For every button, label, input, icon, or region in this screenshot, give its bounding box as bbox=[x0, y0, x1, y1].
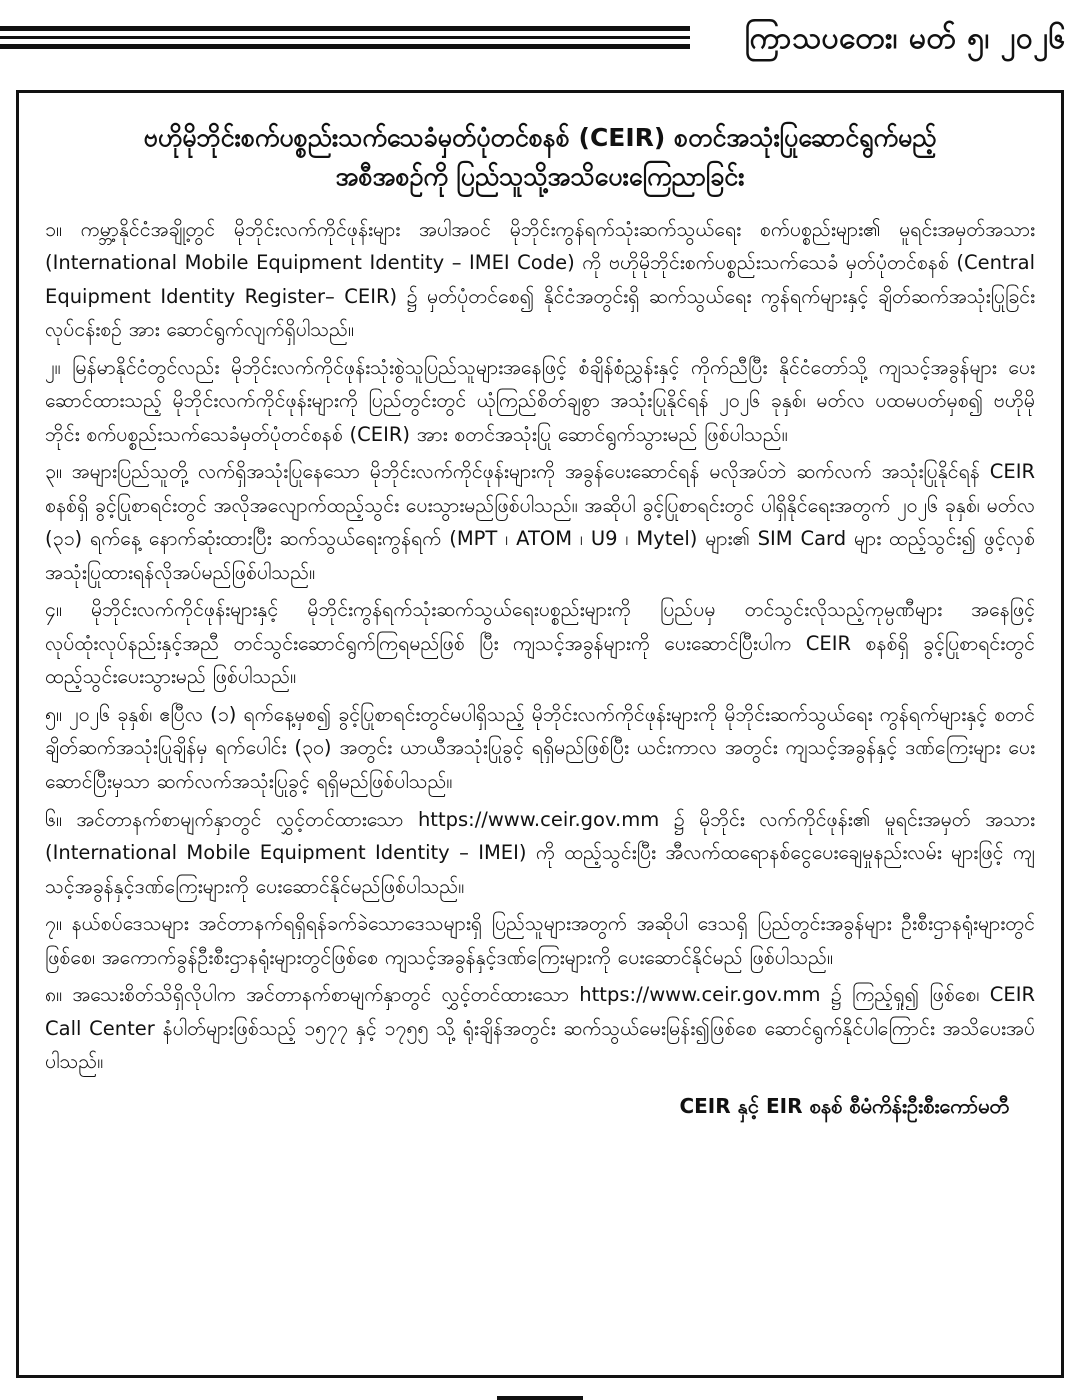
notice-signature: CEIR နှင့် EIR စနစ် စီမံကိန်းဦးစီးကော်မတီ bbox=[679, 1093, 1009, 1118]
header-rule-middle bbox=[0, 36, 690, 39]
notice-paragraph-6: ၆။ အင်တာနက်စာမျက်နှာတွင် လွှင့်တင်ထားသော https://www.ceir.gov.mm ၌ မိုဘိုင်း လက်ကိုင်ဖုန်း၏ မူရင်းအမှတ် အသား (International Mobile Equipment Identity – IMEI) ကို ထည့်သွင်းပြီး အီလက်ထရောနစ်ငွေပေးချေမှုနည်းလမ်း များဖြင့် ကျသင့်အခွန်နှင့်ဒဏ်ကြေးများကို ပေးဆောင်နိုင်မည်ဖြစ်ပါသည်။ bbox=[45, 807, 1035, 898]
header-rule-top bbox=[0, 26, 690, 31]
page-header bbox=[0, 0, 1080, 78]
page-bottom-marker bbox=[497, 1396, 583, 1400]
notice-paragraph-8: ၈။ အသေးစိတ်သိရှိလိုပါက အင်တာနက်စာမျက်နှာတွင် လွှင့်တင်ထားသော https://www.ceir.gov.mm ၌ ကြည့်ရှု၍ ဖြစ်စေ၊ CEIR Call Center နံပါတ်များဖြစ်သည့် ၁၅၇၇ နှင့် ၁၇၅၅ သို့ ရုံးချိန်အတွင်း ဆက်သွယ်မေးမြန်း၍ဖြစ်စေ ဆောင်ရွက်နိုင်ပါကြောင်း အသိပေးအပ်ပါသည်။ bbox=[45, 983, 1035, 1074]
notice-paragraph-2: ၂။ မြန်မာနိုင်ငံတွင်လည်း မိုဘိုင်းလက်ကိုင်ဖုန်းသုံးစွဲသူပြည်သူများအနေဖြင့် စံချိန်စံညွှန်းနှင့် ကိုက်ညီပြီး နိုင်ငံတော်သို့ ကျသင့်အခွန်များ ပေးဆောင်ထားသည့် မိုဘိုင်းလက်ကိုင်ဖုန်းများကို ပြည်တွင်းတွင် ယုံကြည်စိတ်ချစွာ အသုံးပြုနိုင်ရန် ၂၀၂၆ ခုနှစ်၊ မတ်လ ပထမပတ်မှစ၍ ဗဟိုမိုဘိုင်း စက်ပစ္စည်းသက်သေခံမှတ်ပုံတင်စနစ် (CEIR) အား စတင်အသုံးပြု ဆောင်ရွက်သွားမည် ဖြစ်ပါသည်။ bbox=[45, 355, 1035, 446]
notice-paragraph-5: ၅။ ၂၀၂၆ ခုနှစ်၊ ဧပြီလ (၁) ရက်နေ့မှစ၍ ခွင့်ပြုစာရင်းတွင်မပါရှိသည့် မိုဘိုင်းလက်ကိုင်ဖုန်းများကို မိုဘိုင်းဆက်သွယ်ရေး ကွန်ရက်များနှင့် စတင်ချိတ်ဆက်အသုံးပြုချိန်မှ ရက်ပေါင်း (၃၀) အတွင်း ယာယီအသုံးပြုခွင့် ရရှိမည်ဖြစ်ပြီး ယင်းကာလ အတွင်း ကျသင့်အခွန်နှင့် ဒဏ်ကြေးများ ပေးဆောင်ပြီးမှသာ ဆက်လက်အသုံးပြုခွင့် ရရှိမည်ဖြစ်ပါသည်။ bbox=[45, 702, 1035, 793]
notice-title-line-1: ဗဟိုမိုဘိုင်းစက်ပစ္စည်းသက်သေခံမှတ်ပုံတင်စနစ် (CEIR) စတင်အသုံးပြုဆောင်ရွက်မည့် bbox=[143, 123, 937, 152]
notice-title bbox=[51, 119, 1029, 197]
notice-title-line-2: အစီအစဉ်ကို ပြည်သူသို့အသိပေးကြေညာခြင်း bbox=[335, 161, 745, 191]
header-rule-bottom bbox=[0, 44, 690, 49]
notice-box bbox=[16, 90, 1064, 1378]
notice-paragraph-7: ၇။ နယ်စပ်ဒေသများ အင်တာနက်ရရှိရန်ခက်ခဲသောဒေသများရှိ ပြည်သူများအတွက် အဆိုပါ ဒေသရှိ ပြည်တွင်းအခွန်များ ဦးစီးဌာနရုံးများတွင်ဖြစ်စေ၊ အကောက်ခွန်ဦးစီးဌာနရုံးများတွင်ဖြစ်စေ ကျသင့်အခွန်နှင့်ဒဏ်ကြေးများကို ပေးဆောင်နိုင်မည် ဖြစ်ပါသည်။ bbox=[45, 912, 1035, 969]
notice-paragraph-1: ၁။ ကမ္ဘာ့နိုင်ငံအချို့တွင် မိုဘိုင်းလက်ကိုင်ဖုန်းများ အပါအဝင် မိုဘိုင်းကွန်ရက်သုံးဆက်သွယ်ရေး စက်ပစ္စည်းများ၏ မူရင်းအမှတ်အသား (International Mobile Equipment Identity – IMEI Code) ကို ဗဟိုမိုဘိုင်းစက်ပစ္စည်းသက်သေခံ မှတ်ပုံတင်စနစ် (Central Equipment Identity Register– CEIR) ၌ မှတ်ပုံတင်စေ၍ နိုင်ငံအတွင်းရှိ ဆက်သွယ်ရေး ကွန်ရက်များနှင့် ချိတ်ဆက်အသုံးပြုခြင်းလုပ်ငန်းစဉ် အား ဆောင်ရွက်လျက်ရှိပါသည်။ bbox=[45, 217, 1035, 342]
notice-paragraph-3: ၃။ အများပြည်သူတို့ လက်ရှိအသုံးပြုနေသော မိုဘိုင်းလက်ကိုင်ဖုန်းများကို အခွန်ပေးဆောင်ရန် မလိုအပ်ဘဲ ဆက်လက် အသုံးပြုနိုင်ရန် CEIR စနစ်ရှိ ခွင့်ပြုစာရင်းတွင် အလိုအလျောက်ထည့်သွင်း ပေးသွားမည်ဖြစ်ပါသည်။ အဆိုပါ ခွင့်ပြုစာရင်းတွင် ပါရှိနိုင်ရေးအတွက် ၂၀၂၆ ခုနှစ်၊ မတ်လ (၃၁) ရက်နေ့ နောက်ဆုံးထားပြီး ဆက်သွယ်ရေးကွန်ရက် (MPT ၊ ATOM ၊ U9 ၊ Mytel) များ၏ SIM Card များ ထည့်သွင်း၍ ဖွင့်လှစ်အသုံးပြုထားရန်လိုအပ်မည်ဖြစ်ပါသည်။ bbox=[45, 460, 1035, 584]
notice-paragraph-4: ၄။ မိုဘိုင်းလက်ကိုင်ဖုန်းများနှင့် မိုဘိုင်းကွန်ရက်သုံးဆက်သွယ်ရေးပစ္စည်းများကို ပြည်ပမှ တင်သွင်းလိုသည့်ကုမ္ပဏီများ အနေဖြင့် လုပ်ထုံးလုပ်နည်းနှင့်အညီ တင်သွင်းဆောင်ရွက်ကြရမည်ဖြစ် ပြီး ကျသင့်အခွန်များကို ပေးဆောင်ပြီးပါက CEIR စနစ်ရှိ ခွင့်ပြုစာရင်းတွင် ထည့်သွင်းပေးသွားမည် ဖြစ်ပါသည်။ bbox=[45, 598, 1035, 689]
header-date: ကြာသပတေး၊ မတ် ၅၊ ၂၀၂၆ bbox=[729, 21, 1066, 57]
